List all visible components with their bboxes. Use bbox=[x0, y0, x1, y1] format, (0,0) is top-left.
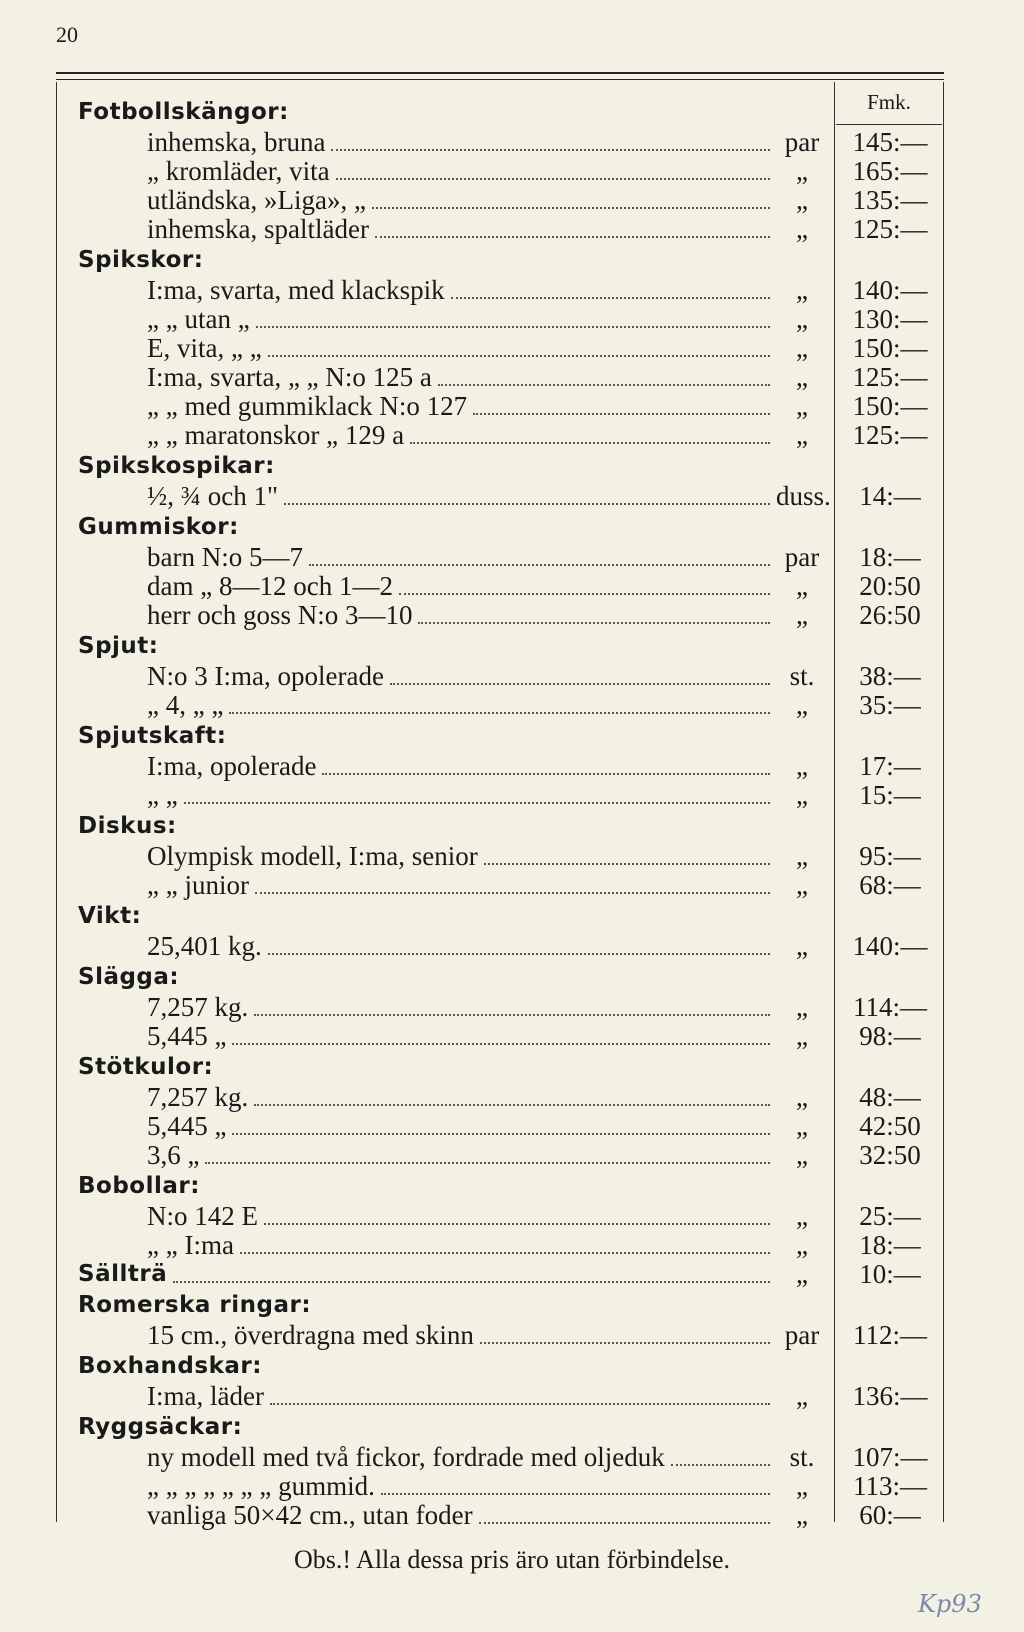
price-row bbox=[0, 691, 1024, 720]
dot-leader bbox=[173, 1281, 770, 1283]
category-heading bbox=[0, 1170, 1024, 1202]
item-description: „ „ bbox=[147, 780, 178, 810]
price-row bbox=[0, 842, 1024, 871]
unit-label: „ bbox=[796, 304, 808, 334]
price-row bbox=[0, 482, 1024, 511]
category-heading bbox=[0, 244, 1024, 276]
category-label: Bobollar: bbox=[78, 1173, 200, 1199]
price-row bbox=[0, 1321, 1024, 1350]
category-label: Fotbollskängor: bbox=[78, 99, 289, 125]
price-value: 25:— bbox=[859, 1201, 921, 1231]
unit-label: „ bbox=[796, 1201, 808, 1231]
item-description: I:ma, svarta, „ „ N:o 125 a bbox=[147, 362, 432, 392]
unit-label: „ bbox=[796, 751, 808, 781]
price-value: 150:— bbox=[852, 333, 928, 363]
item-description: Olympisk modell, I:ma, senior bbox=[147, 841, 478, 871]
item-description: I:ma, läder bbox=[147, 1381, 264, 1411]
unit-label: „ bbox=[796, 931, 808, 961]
price-value: 95:— bbox=[859, 841, 921, 871]
price-value: 32:50 bbox=[859, 1140, 921, 1170]
unit-label: st. bbox=[789, 1442, 815, 1472]
dot-leader bbox=[309, 564, 770, 566]
price-row bbox=[0, 1083, 1024, 1112]
unit-label: „ bbox=[796, 156, 808, 186]
price-row bbox=[0, 1472, 1024, 1501]
price-row bbox=[0, 1202, 1024, 1231]
dot-leader bbox=[254, 1014, 770, 1016]
unit-label: „ bbox=[796, 333, 808, 363]
price-row bbox=[0, 421, 1024, 450]
item-description: 15 cm., överdragna med skinn bbox=[147, 1320, 474, 1350]
item-description: 7,257 kg. bbox=[147, 992, 249, 1022]
dot-leader bbox=[264, 1223, 770, 1225]
category-heading bbox=[0, 630, 1024, 662]
unit-label: „ bbox=[796, 391, 808, 421]
price-value: 140:— bbox=[852, 275, 928, 305]
price-value: 107:— bbox=[852, 1442, 928, 1472]
price-value: 113:— bbox=[853, 1471, 927, 1501]
item-description: „ „ med gummiklack N:o 127 bbox=[147, 391, 468, 421]
dot-leader bbox=[479, 1522, 770, 1524]
dot-leader bbox=[232, 1133, 770, 1135]
unit-label: „ bbox=[796, 420, 808, 450]
price-value: 38:— bbox=[859, 661, 921, 691]
unit-label: „ bbox=[796, 214, 808, 244]
price-value: 125:— bbox=[852, 214, 928, 244]
item-description: 7,257 kg. bbox=[147, 1082, 249, 1112]
dot-leader bbox=[336, 178, 770, 180]
dot-leader bbox=[390, 683, 770, 685]
item-description: 3,6 „ bbox=[147, 1140, 200, 1170]
unit-label: „ bbox=[796, 362, 808, 392]
item-description: inhemska, spaltläder bbox=[147, 214, 369, 244]
price-row bbox=[0, 1501, 1024, 1530]
dot-leader bbox=[284, 503, 770, 505]
category-label: Spjutskaft: bbox=[78, 723, 227, 749]
category-label: Vikt: bbox=[78, 903, 142, 929]
price-row bbox=[0, 932, 1024, 961]
price-value: 150:— bbox=[852, 391, 928, 421]
item-description: dam „ 8—12 och 1—2 bbox=[147, 571, 393, 601]
category-label: Slägga: bbox=[78, 964, 180, 990]
category-label: Gummiskor: bbox=[78, 514, 239, 540]
unit-label: „ bbox=[796, 841, 808, 871]
price-row bbox=[0, 871, 1024, 900]
price-row bbox=[0, 334, 1024, 363]
price-row bbox=[0, 363, 1024, 392]
item-description: „ 4, „ „ bbox=[147, 690, 224, 720]
category-label: Boxhandskar: bbox=[78, 1353, 262, 1379]
price-row bbox=[0, 1112, 1024, 1141]
price-row bbox=[0, 601, 1024, 630]
dot-leader bbox=[473, 413, 770, 415]
item-description: „ „ maratonskor „ 129 a bbox=[147, 420, 405, 450]
unit-label: par bbox=[784, 1320, 820, 1350]
category-label: Diskus: bbox=[78, 813, 177, 839]
category-heading bbox=[0, 961, 1024, 993]
price-row bbox=[0, 157, 1024, 186]
category-label: Spikskor: bbox=[78, 247, 204, 273]
price-row bbox=[0, 1260, 1024, 1289]
unit-label: „ bbox=[796, 1500, 808, 1530]
price-value: 165:— bbox=[852, 156, 928, 186]
price-value: 17:— bbox=[859, 751, 921, 781]
price-value: 136:— bbox=[852, 1381, 928, 1411]
unit-label: „ bbox=[796, 780, 808, 810]
unit-label: „ bbox=[796, 1111, 808, 1141]
unit-label: „ bbox=[796, 275, 808, 305]
price-value: 140:— bbox=[852, 931, 928, 961]
price-value: 98:— bbox=[859, 1021, 921, 1051]
price-value: 14:— bbox=[859, 481, 921, 511]
price-row bbox=[0, 572, 1024, 601]
dot-leader bbox=[256, 326, 770, 328]
page-number: 20 bbox=[56, 22, 78, 47]
dot-leader bbox=[372, 207, 770, 209]
category-heading bbox=[0, 1411, 1024, 1443]
price-row bbox=[0, 215, 1024, 244]
price-row bbox=[0, 1141, 1024, 1170]
price-value: 48:— bbox=[859, 1082, 921, 1112]
unit-label: „ bbox=[796, 992, 808, 1022]
price-row bbox=[0, 752, 1024, 781]
category-heading bbox=[0, 720, 1024, 752]
item-description: barn N:o 5—7 bbox=[147, 542, 303, 572]
price-row bbox=[0, 392, 1024, 421]
unit-label: duss. bbox=[776, 481, 831, 511]
category-label: Spikskospikar: bbox=[78, 453, 275, 479]
category-label: Spjut: bbox=[78, 633, 159, 659]
price-row bbox=[0, 276, 1024, 305]
price-value: 15:— bbox=[859, 780, 921, 810]
dot-leader bbox=[229, 712, 770, 714]
unit-label: „ bbox=[796, 690, 808, 720]
item-description: vanliga 50×42 cm., utan foder bbox=[147, 1500, 473, 1530]
dot-leader bbox=[484, 863, 770, 865]
dot-leader bbox=[480, 1342, 770, 1344]
handwritten-signature: Kp93 bbox=[918, 1590, 982, 1618]
price-value: 130:— bbox=[852, 304, 928, 334]
dot-leader bbox=[671, 1464, 770, 1466]
item-description: N:o 3 I:ma, opolerade bbox=[147, 661, 384, 691]
unit-label: „ bbox=[796, 185, 808, 215]
unit-label: st. bbox=[789, 661, 815, 691]
item-description: 25,401 kg. bbox=[147, 931, 262, 961]
price-value: 112:— bbox=[853, 1320, 927, 1350]
price-value: 135:— bbox=[852, 185, 928, 215]
unit-label: „ bbox=[796, 1471, 808, 1501]
dot-leader bbox=[451, 297, 770, 299]
price-value: 145:— bbox=[852, 127, 928, 157]
header-rule-thin bbox=[56, 79, 944, 80]
item-description: ½, ¾ och 1" bbox=[147, 481, 279, 511]
category-label: Stötkulor: bbox=[78, 1054, 214, 1080]
category-label: Ryggsäckar: bbox=[78, 1414, 243, 1440]
price-row bbox=[0, 1022, 1024, 1051]
unit-label: „ bbox=[796, 870, 808, 900]
price-row bbox=[0, 781, 1024, 810]
price-value: 26:50 bbox=[859, 600, 921, 630]
item-description: 5,445 „ bbox=[147, 1111, 227, 1141]
dot-leader bbox=[322, 773, 770, 775]
category-heading bbox=[0, 450, 1024, 482]
unit-label: par bbox=[784, 127, 820, 157]
price-value: 35:— bbox=[859, 690, 921, 720]
price-row bbox=[0, 305, 1024, 334]
category-heading bbox=[0, 1289, 1024, 1321]
currency-header: Fmk. bbox=[867, 90, 911, 114]
price-row bbox=[0, 1443, 1024, 1472]
price-value: 20:50 bbox=[859, 571, 921, 601]
price-value: 125:— bbox=[852, 420, 928, 450]
dot-leader bbox=[205, 1162, 770, 1164]
price-row bbox=[0, 662, 1024, 691]
category-heading bbox=[0, 1051, 1024, 1083]
item-description: I:ma, svarta, med klackspik bbox=[147, 275, 445, 305]
footer-note: Obs.! Alla dessa pris äro utan förbindelse. bbox=[293, 1545, 731, 1574]
dot-leader bbox=[399, 593, 770, 595]
dot-leader bbox=[418, 622, 770, 624]
item-description: „ „ „ „ „ „ „ gummid. bbox=[147, 1471, 375, 1501]
unit-label: „ bbox=[796, 1230, 808, 1260]
price-list bbox=[0, 96, 1024, 1530]
category-label: Sällträ bbox=[78, 1261, 168, 1287]
price-value: 114:— bbox=[853, 992, 927, 1022]
header-rule bbox=[56, 72, 944, 74]
dot-leader bbox=[410, 442, 770, 444]
unit-label: „ bbox=[796, 571, 808, 601]
dot-leader bbox=[270, 1403, 770, 1405]
price-row bbox=[0, 1231, 1024, 1260]
dot-leader bbox=[184, 802, 770, 804]
item-description: N:o 142 E bbox=[147, 1201, 258, 1231]
category-heading bbox=[0, 511, 1024, 543]
price-value: 68:— bbox=[859, 870, 921, 900]
price-value: 60:— bbox=[859, 1500, 921, 1530]
unit-label: „ bbox=[796, 600, 808, 630]
price-row bbox=[0, 186, 1024, 215]
dot-leader bbox=[268, 953, 770, 955]
unit-label: par bbox=[784, 542, 820, 572]
item-description: inhemska, bruna bbox=[147, 127, 326, 157]
category-heading bbox=[0, 1350, 1024, 1382]
price-value: 125:— bbox=[852, 362, 928, 392]
item-description: herr och goss N:o 3—10 bbox=[147, 600, 413, 630]
unit-label: „ bbox=[796, 1381, 808, 1411]
item-description: „ kromläder, vita bbox=[147, 156, 330, 186]
item-description: utländska, »Liga», „ bbox=[147, 185, 366, 215]
item-description: I:ma, opolerade bbox=[147, 751, 317, 781]
dot-leader bbox=[232, 1043, 770, 1045]
unit-label: „ bbox=[796, 1021, 808, 1051]
dot-leader bbox=[381, 1493, 770, 1495]
item-description: E, vita, „ „ bbox=[147, 333, 262, 363]
dot-leader bbox=[268, 355, 770, 357]
dot-leader bbox=[375, 236, 770, 238]
price-value: 18:— bbox=[859, 542, 921, 572]
unit-label: „ bbox=[796, 1140, 808, 1170]
price-row bbox=[0, 1382, 1024, 1411]
price-row bbox=[0, 128, 1024, 157]
category-heading bbox=[0, 810, 1024, 842]
unit-label: „ bbox=[796, 1082, 808, 1112]
price-value: 42:50 bbox=[859, 1111, 921, 1141]
item-description: „ „ utan „ bbox=[147, 304, 250, 334]
item-description: 5,445 „ bbox=[147, 1021, 227, 1051]
dot-leader bbox=[438, 384, 770, 386]
price-value: 18:— bbox=[859, 1230, 921, 1260]
category-heading bbox=[0, 96, 1024, 128]
dot-leader bbox=[254, 1104, 770, 1106]
category-label: Romerska ringar: bbox=[78, 1292, 312, 1318]
price-row bbox=[0, 993, 1024, 1022]
category-heading bbox=[0, 900, 1024, 932]
price-value: 10:— bbox=[859, 1259, 921, 1289]
price-row bbox=[0, 543, 1024, 572]
dot-leader bbox=[255, 892, 770, 894]
dot-leader bbox=[240, 1252, 770, 1254]
item-description: ny modell med två fickor, fordrade med oljeduk bbox=[147, 1442, 665, 1472]
item-description: „ „ junior bbox=[147, 870, 249, 900]
item-description: „ „ I:ma bbox=[147, 1230, 234, 1260]
dot-leader bbox=[331, 149, 770, 151]
unit-label: „ bbox=[796, 1259, 808, 1289]
